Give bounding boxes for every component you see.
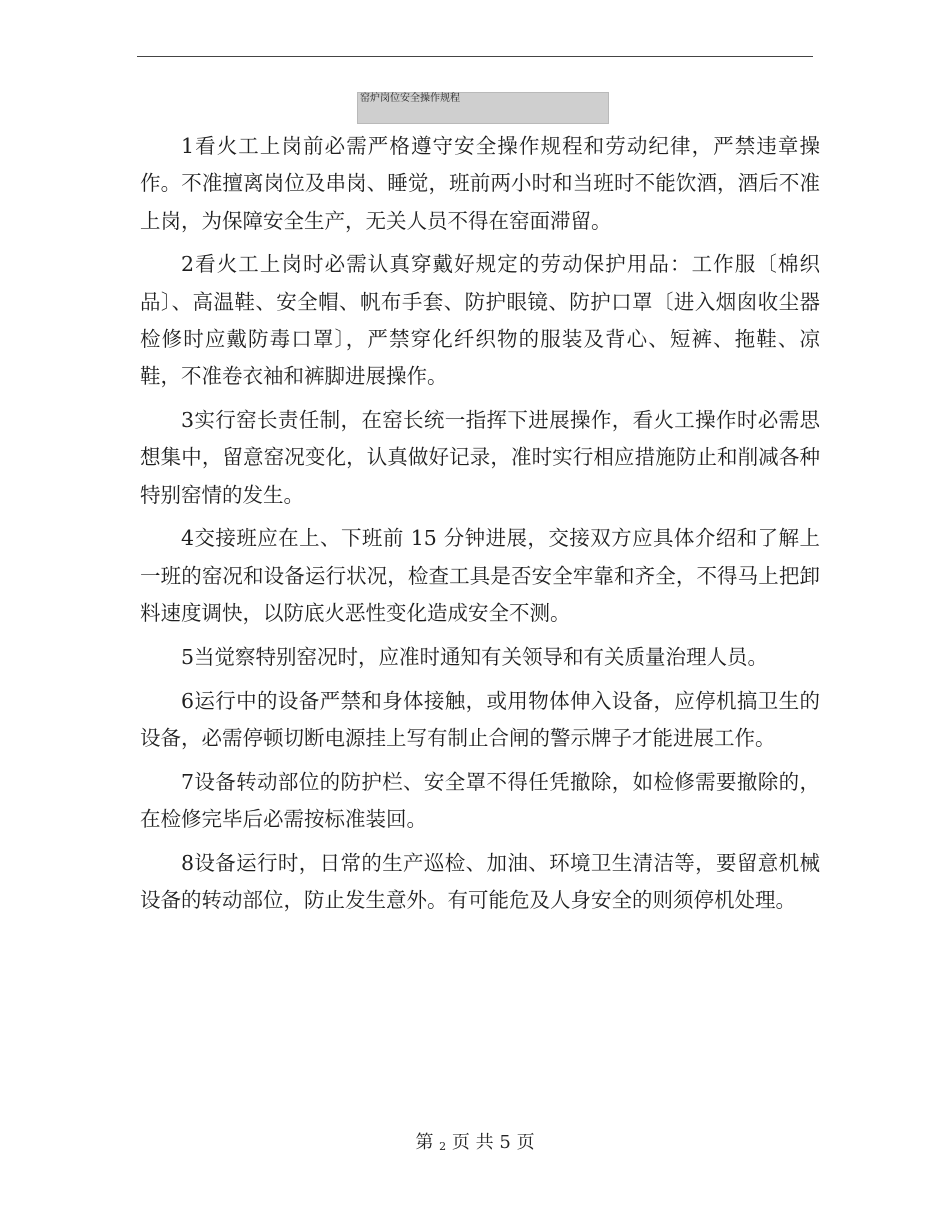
paragraph-6: 6运行中的设备严禁和身体接触，或用物体伸入设备，应停机搞卫生的设备，必需停顿切断电源挂上写有制止合闸的警示牌子才能进展工作。 <box>140 688 820 750</box>
footer-total-pages: 5 <box>499 1132 511 1153</box>
paragraph-8: 8设备运行时，日常的生产巡检、加油、环境卫生清洁等，要留意机械设备的转动部位，防止发生意外。有可能危及人身安全的则须停机处理。 <box>140 850 820 913</box>
footer-page-number: 2 <box>439 1140 447 1153</box>
paragraph-4: 4交接班应在上、下班前 15 分钟进展，交接双方应具体介绍和了解上一班的窑况和设备运行状况，检查工具是否安全牢靠和齐全，不得马上把卸料速度调快，以防底火恶性变化造成安全不测。 <box>140 526 820 626</box>
paragraph-5: 5当觉察特别窑况时，应准时通知有关领导和有关质量治理人员。 <box>181 644 769 669</box>
footer-middle: 页 共 <box>451 1132 494 1153</box>
footer-prefix: 第 <box>415 1132 434 1153</box>
document-title-box <box>357 92 609 124</box>
footer-suffix: 页 <box>516 1132 535 1153</box>
paragraph-7: 7设备转动部位的防护栏、安全罩不得任凭撤除，如检修需要撤除的，在检修完毕后必需按标准装回。 <box>140 769 820 832</box>
paragraph-3: 3实行窑长责任制，在窑长统一指挥下进展操作，看火工操作时必需思想集中，留意窑况变化，认真做好记录，准时实行相应措施防止和削减各种特别窑情的发生。 <box>140 408 820 507</box>
page-footer <box>0 1128 950 1154</box>
paragraph-2: 2看火工上岗时必需认真穿戴好规定的劳动保护用品：工作服〔棉织品〕、高温鞋、安全帽、帆布手套、防护眼镜、防护口罩〔进入烟囱收尘器检修时应戴防毒口罩〕，严禁穿化纤织物的服装及背心、短裤、拖鞋、凉鞋，不准卷衣袖和裤脚进展操作。 <box>140 252 820 389</box>
document-body <box>140 128 820 926</box>
paragraph-1: 1看火工上岗前必需严格遵守安全操作规程和劳动纪律，严禁违章操作。不准擅离岗位及串岗、睡觉，班前两小时和当班时不能饮酒，酒后不准上岗，为保障安全生产，无关人员不得在窑面滞留。 <box>140 134 820 233</box>
document-title: 窑炉岗位安全操作规程 <box>360 93 460 104</box>
header-rule <box>137 56 813 57</box>
